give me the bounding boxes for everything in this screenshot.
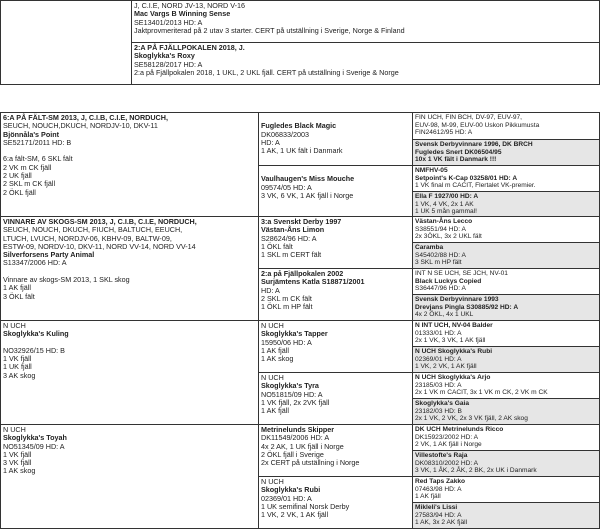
pedigree-line: 1 AK skog	[3, 466, 36, 476]
pedigree-line: DK08310/2002 HD: A	[415, 459, 479, 467]
pedigree-line: 4x 2 AK, 1 UK fjäll i Norge	[261, 441, 344, 451]
pedigree-line: 1 AK, 1 UK fält i Danmark	[261, 146, 343, 156]
pedigree-line: FIN24612/95 HD: A	[415, 129, 473, 136]
pedigree-line: Svensk Derbyvinnare 1996, DK BRCH	[415, 141, 533, 148]
pedigree-line: 1 UK fjäll	[3, 362, 32, 372]
pedigree-line: FIN UCH, FIN BCH, DV-97, EUV-97,	[415, 114, 522, 121]
pedigree-line: 2x 1 VK m CACIT, 3x 1 VK m CK, 2 VK m CK	[415, 389, 548, 396]
pedigree-line: 1 AK, 3x 2 AK fjäll	[415, 519, 468, 526]
pedigree-line: 1 AK fjäll	[3, 283, 31, 293]
pedigree-line: DK UCH Metrinelunds Ricco	[415, 426, 504, 433]
gen2-ancestor-cell	[258, 165, 412, 216]
gen2-ancestor-cell	[258, 320, 412, 372]
pedigree-line: 09574/05 HD: A	[261, 182, 312, 192]
pedigree-line: Caramba	[415, 244, 444, 251]
pedigree-line: DK11549/2006 HD: A	[261, 433, 330, 443]
gen2-ancestor-cell	[258, 113, 412, 165]
pedigree-line: 2 ÖKL fjäll	[3, 187, 36, 197]
pedigree-line: 1 AK skog	[261, 354, 294, 364]
gen1-ancestor-cell	[1, 216, 258, 320]
pedigree-line: Skoglykka's Rubi	[261, 485, 321, 495]
pedigree-line: Vaulhaugen's Miss Mouche	[261, 174, 355, 184]
pedigree-line: 2 VK m CK fjäll	[3, 162, 52, 172]
pedigree-line: S13347/2006 HD: A	[3, 258, 67, 268]
gen1-ancestor-cell	[1, 113, 258, 216]
pedigree-line: SE52171/2011 HD: B	[3, 137, 72, 147]
pedigree-line: 2x 1 VK, 2 VK, 2x 3 VK fjäll, 2 AK skog	[415, 415, 528, 422]
pedigree-line: Fugledes Snert DK06504/95	[415, 148, 502, 156]
pedigree-line: HD: A	[261, 137, 280, 147]
gen3-ancestor-cell	[412, 424, 599, 450]
pedigree-line: 1 VK, 2 VK, 1 AK fjäll	[415, 363, 477, 370]
pedigree-line: 3 VK, 1 ÅK, 2 ÅK, 2 BK, 2x UK i Danmark	[415, 467, 537, 474]
pedigree-line: 1 VK, 2 VK, 1 AK fjäll	[261, 510, 329, 520]
pedigree-line: SEUCH, NOUCH,DKUCH, NORDJV-10, DKV-11	[3, 121, 158, 131]
gen3-ancestor-cell	[412, 398, 599, 424]
pedigree-line: Skoglykka's Kuling	[3, 329, 69, 339]
pedigree-line: 6:a fält-SM, 6 SKL fält	[3, 154, 73, 164]
pedigree-line: HD: A	[261, 285, 280, 295]
pedigree-line: Västan-Åns Lecco	[415, 218, 473, 225]
pedigree-line: 1 UK semifinal Norsk Derby	[261, 501, 350, 511]
pedigree-line: 1 SKL m CERT fält	[261, 250, 322, 260]
pedigree-line: 02369/01 HD: A	[261, 493, 312, 503]
pedigree-line: 2 ÖKL fjäll i Sverige	[261, 449, 324, 459]
dam-cell	[131, 42, 600, 85]
gen3-ancestor-cell	[412, 216, 599, 242]
pedigree-line: 1 ÖKL fält	[261, 241, 293, 251]
pedigree-line: 2 SKL m CK fjäll	[3, 179, 56, 189]
gen3-ancestor-cell	[412, 450, 599, 476]
gen2-ancestor-cell	[258, 216, 412, 268]
gen3-ancestor-cell	[412, 191, 599, 216]
pedigree-line: Skoglykka's Tapper	[261, 329, 328, 339]
pedigree-line: S38551/94 HD: A	[415, 225, 466, 233]
pedigree-line: 1 VK fjäll	[3, 354, 32, 364]
pedigree-line: 2 UK fjäll	[3, 171, 32, 181]
gen3-ancestor-cell	[412, 165, 599, 191]
pedigree-line: 3:a Svenskt Derby 1997	[261, 217, 342, 226]
pedigree-line: Bjönnåla's Point	[3, 129, 60, 139]
pedigree-line: N UCH Skoglykka's Arjo	[415, 374, 491, 381]
pedigree-line: N UCH Skoglykka's Rubi	[415, 348, 493, 355]
pedigree-line: 02369/01 HD: A	[415, 355, 462, 363]
pedigree-line: DK15923/2002 HD: A	[415, 433, 479, 441]
gen3-ancestor-cell	[412, 320, 599, 346]
pedigree-line: 2:A PÅ FJÄLLPOKALEN 2018, J.	[134, 43, 245, 52]
pedigree-line: 1 AK fjäll	[261, 406, 289, 416]
pedigree-line: S36447/96 HD: A	[415, 285, 466, 292]
pedigree-line: Ella F 1927/00 HD: A	[415, 193, 479, 200]
pedigree-line: J, C.I.E, NORD JV-13, NORD V-16	[134, 1, 246, 10]
pedigree-line: 27583/94 HD: A	[415, 511, 462, 519]
pedigree-line: 1 VK fjäll	[3, 449, 32, 459]
pedigree-line: Skoglykka's Tyra	[261, 381, 319, 391]
pedigree-line: 01333/01 HD: A	[415, 329, 462, 337]
pedigree-line: 2:a på Fjällpokalen 2018, 1 UKL, 2 UKL fjäll. CERT på utställning i Sverige & Norge	[134, 67, 399, 77]
pedigree-line: NO51345/09 HD: A	[3, 441, 65, 451]
pedigree-line: 23182/03 HD: B	[415, 407, 462, 415]
pedigree-line: N UCH	[3, 321, 26, 330]
pedigree-line: Skoglykka's Roxy	[134, 51, 195, 61]
pedigree-line: 2x CERT på utställning i Norge	[261, 458, 360, 468]
pedigree-line: Metrinelunds Skipper	[261, 425, 335, 434]
pedigree-line: S45402/88 HD: A	[415, 251, 466, 259]
pedigree-line: Jaktprovmeriterad på 2 utav 3 starter. CERT på utställning i Sverige, Norge & Finland	[134, 25, 405, 35]
pedigree-line: 1 VK, 4 VK, 2x 1 AK	[415, 200, 474, 208]
pedigree-line: 6:A PÅ FÄLT-SM 2013, J, C.I.B, C.I.E, NORDUCH,	[3, 113, 168, 122]
pedigree-line: 1 VK fjäll, 2x 2VK fjäll	[261, 397, 330, 407]
pedigree-line: 1 AK fjäll	[261, 345, 289, 355]
pedigree-line: Setpoint's K-Cap 03258/01 HD: A	[415, 174, 518, 182]
gen2-ancestor-cell	[258, 424, 412, 476]
pedigree-line: Mac Vargs B Winning Sense	[134, 9, 231, 19]
pedigree-line: INT N SE UCH, SE JCH, NV-01	[415, 270, 508, 277]
pedigree-line: Skoglykka's Toyah	[3, 433, 67, 443]
pedigree-line: SEUCH, NOUCH, DKUCH, FIUCH, BALTUCH, EEUCH,	[3, 225, 183, 235]
pedigree-line: 3 AK skog	[3, 370, 36, 380]
pedigree-line: 07463/98 HD: A	[415, 485, 462, 493]
pedigree-line: 2x 3ÖKL, 3x 2 UKL fält	[415, 233, 482, 240]
gen1-ancestor-cell	[1, 320, 258, 424]
gen3-ancestor-cell	[412, 372, 599, 398]
pedigree-line: N UCH	[3, 425, 26, 434]
pedigree-line: Vinnare av skogs-SM 2013, 1 SKL skog	[3, 275, 130, 285]
pedigree-line: Fugledes Black Magic	[261, 121, 337, 131]
pedigree-line: 2:a på Fjällpokalen 2002	[261, 269, 344, 278]
gen3-ancestor-cell	[412, 242, 599, 268]
gen2-ancestor-cell	[258, 476, 412, 528]
pedigree-line: Svensk Derbyvinnare 1993	[415, 296, 499, 303]
pedigree-line: SE13401/2013 HD: A	[134, 17, 203, 27]
pedigree-line: 1 UK 5 mån gammal!	[415, 208, 477, 215]
pedigree-line: N UCH	[261, 373, 284, 382]
pedigree-line: NO51815/09 HD: A	[261, 389, 323, 399]
pedigree-line: Black Luckys Copied	[415, 277, 482, 285]
pedigree-line: NO32926/15 HD: B	[3, 345, 65, 355]
pedigree-line: 1 ÖKL m HP fält	[261, 302, 313, 312]
pedigree-line: 10x 1 VK fält i Danmark !!!	[415, 156, 497, 163]
pedigree-line: Mikleli's Lissi	[415, 504, 458, 511]
pedigree-line: Villestofte's Raja	[415, 452, 468, 459]
gen2-ancestor-cell	[258, 372, 412, 424]
pedigree-line: 23185/03 HD: A	[415, 381, 462, 389]
pedigree-line: DK06833/2003	[261, 129, 309, 139]
pedigree-line: N UCH	[261, 321, 284, 330]
pedigree-line: Drevjans Pingla S30885/92 HD: A	[415, 303, 519, 311]
pedigree-line: 3 SKL m HP fält	[415, 259, 462, 266]
pedigree-line: 1 VK final m CACIT, Flertalet VK-premier.	[415, 182, 536, 189]
pedigree-line: ESTW-09, NORDV-10, DKV-11, NORD VV-14, NORD VV-14	[3, 241, 196, 251]
pedigree-line: NMFHV-05	[415, 167, 448, 174]
pedigree-line: 4x 2 ÖKL, 4x 1 UKL	[415, 311, 474, 318]
pedigree-line: 2 VK, 1 AK fjäll i Norge	[415, 441, 482, 448]
pedigree-line: N UCH	[261, 477, 284, 486]
gen2-ancestor-cell	[258, 268, 412, 320]
pedigree-line: SE58128/2017 HD: A	[134, 59, 203, 69]
gen3-ancestor-cell	[412, 139, 599, 165]
pedigree-line: VINNARE AV SKOGS-SM 2013, J, C.I.B, C.I.E, NORDUCH,	[3, 217, 197, 226]
pedigree-line: LTUCH, LVUCH, NORDJV-06, KBHV-09, BALTW-09,	[3, 233, 172, 243]
pedigree-line: Västan-Åns Limon	[261, 225, 325, 235]
pedigree-line: Silverforsens Party Animal	[3, 250, 95, 260]
gen3-ancestor-cell	[412, 346, 599, 372]
gen3-ancestor-cell	[412, 502, 599, 528]
pedigree-line: 15950/06 HD: A	[261, 337, 312, 347]
pedigree-line: 3 VK, 6 VK, 1 AK fjäll i Norge	[261, 190, 354, 200]
gen3-ancestor-cell	[412, 268, 599, 294]
pedigree-line: S28624/96 HD: A	[261, 233, 317, 243]
pedigree-line: 3 ÖKL fält	[3, 291, 35, 301]
pedigree-line: 1 AK fjäll	[415, 493, 441, 500]
gen3-ancestor-cell	[412, 476, 599, 502]
pedigree-line: N INT UCH, NV-04 Balder	[415, 322, 493, 329]
parents-box	[0, 0, 600, 85]
pedigree-line: Red Taps Zakko	[415, 478, 466, 485]
pedigree-line: EUV-98, M-99, EUV-00 Uskon Pikkumusta	[415, 121, 540, 129]
pedigree-line: Skoglykka's Gaia	[415, 400, 469, 407]
sire-cell	[131, 1, 600, 42]
gen3-ancestor-cell	[412, 294, 599, 320]
pedigree-line: Surjämtens Katla S18871/2001	[261, 277, 365, 287]
gen3-ancestor-cell	[412, 113, 599, 139]
pedigree-line: 2x 1 VK, 3 VK, 1 AK fjäll	[415, 337, 486, 344]
pedigree-line: 2 SKL m CK fält	[261, 293, 312, 303]
pedigree-grid	[0, 112, 600, 529]
pedigree-line: 3 VK fjäll	[3, 458, 32, 468]
gen1-ancestor-cell	[1, 424, 258, 528]
